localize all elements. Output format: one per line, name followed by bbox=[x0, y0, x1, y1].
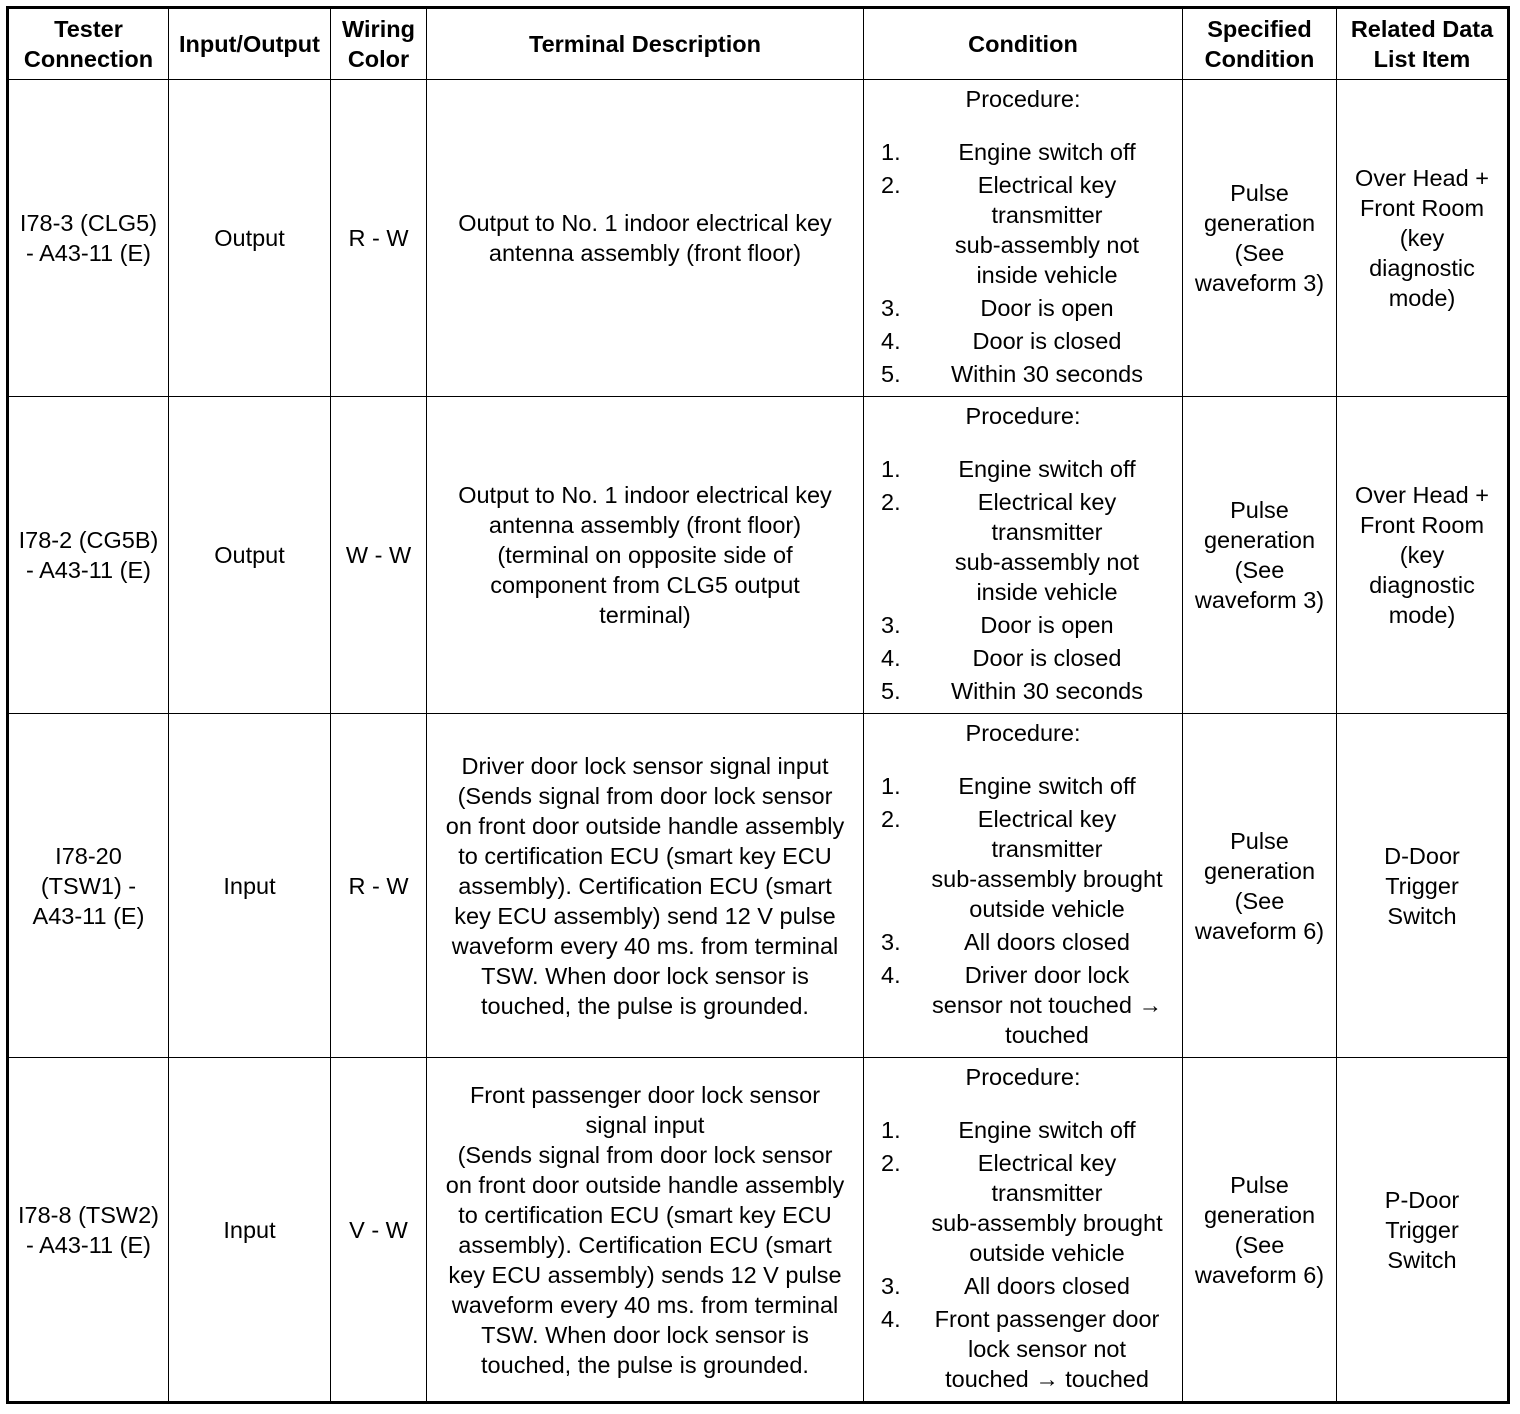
text-line: key ECU assembly) sends 12 V pulse bbox=[448, 1261, 842, 1288]
text-line: generation bbox=[1203, 210, 1316, 236]
step-text: transmitter bbox=[991, 836, 1103, 862]
text-line: waveform 6) bbox=[1194, 917, 1325, 944]
procedure-step bbox=[868, 170, 1178, 290]
terminal-spec-table bbox=[6, 6, 1510, 1404]
text-line: antenna assembly (front floor) bbox=[488, 512, 802, 538]
text-line: (See bbox=[1234, 240, 1285, 266]
header-related-data: Related Data List Item bbox=[1337, 8, 1509, 80]
step-text: sensor not touched → bbox=[932, 992, 1162, 1018]
text-line: assembly). Certification ECU (smart bbox=[458, 1231, 832, 1258]
text-line: Pulse bbox=[1230, 180, 1289, 206]
text-line: generation bbox=[1203, 1201, 1316, 1228]
step-text: Front passenger door bbox=[934, 1306, 1160, 1332]
procedure-step bbox=[868, 676, 1178, 706]
step-text: touched bbox=[1005, 1022, 1089, 1048]
text-line: I78-20 bbox=[55, 842, 122, 869]
step-text: Engine switch off bbox=[958, 1117, 1136, 1143]
text-line: Front passenger door lock sensor bbox=[469, 1081, 821, 1108]
procedure-step bbox=[868, 1304, 1178, 1394]
step-text: outside vehicle bbox=[969, 1240, 1125, 1266]
step-number: 3. bbox=[881, 295, 901, 321]
step-number: 4. bbox=[881, 1306, 901, 1332]
text-line: on front door outside handle assembly bbox=[445, 1171, 845, 1198]
text-line: A43-11 (E) bbox=[32, 902, 145, 929]
tester-connection-cell bbox=[8, 80, 169, 397]
text-line: (Sends signal from door lock sensor bbox=[457, 1141, 833, 1168]
text-line: waveform 6) bbox=[1194, 1261, 1325, 1288]
procedure-label: Procedure: bbox=[965, 403, 1081, 429]
text-line: (TSW1) - bbox=[40, 872, 137, 899]
text-line: (key bbox=[1399, 542, 1445, 568]
table-row bbox=[8, 1058, 1509, 1403]
text-line: waveform every 40 ms. from terminal bbox=[451, 932, 839, 959]
text-line: on front door outside handle assembly bbox=[445, 812, 845, 839]
related-data-cell bbox=[1337, 397, 1509, 714]
terminal-description-cell bbox=[427, 80, 864, 397]
table-body bbox=[8, 80, 1509, 1403]
step-number: 1. bbox=[881, 1117, 901, 1143]
text-line: (terminal on opposite side of bbox=[497, 542, 793, 568]
text-line: Front Room bbox=[1359, 512, 1485, 538]
tester-connection-cell bbox=[8, 714, 169, 1058]
text-line: (See bbox=[1234, 887, 1285, 914]
text-line: I78-2 (CG5B) bbox=[18, 527, 159, 553]
step-text: transmitter bbox=[991, 1180, 1103, 1206]
procedure-step bbox=[868, 293, 1178, 323]
procedure-label: Procedure: bbox=[965, 720, 1081, 746]
procedure-step bbox=[868, 454, 1178, 484]
procedure-steps bbox=[868, 137, 1178, 389]
step-number: 1. bbox=[881, 139, 901, 165]
wiring-color-cell: W - W bbox=[331, 397, 427, 714]
step-text: transmitter bbox=[991, 202, 1103, 228]
input-output-cell: Input bbox=[169, 714, 331, 1058]
text-line: (Sends signal from door lock sensor bbox=[457, 782, 833, 809]
header-terminal-description: Terminal Description bbox=[427, 8, 864, 80]
step-text: Door is closed bbox=[972, 645, 1122, 671]
step-text: inside vehicle bbox=[976, 262, 1118, 288]
tester-connection-cell bbox=[8, 397, 169, 714]
header-wiring-color: Wiring Color bbox=[331, 8, 427, 80]
step-number: 4. bbox=[881, 962, 901, 988]
header-specified-condition: Specified Condition bbox=[1183, 8, 1337, 80]
specified-condition-cell bbox=[1183, 80, 1337, 397]
step-text: Door is closed bbox=[972, 328, 1122, 354]
step-text: Within 30 seconds bbox=[950, 678, 1144, 704]
condition-cell bbox=[864, 397, 1183, 714]
text-line: TSW. When door lock sensor is bbox=[481, 1321, 809, 1348]
text-line: Pulse bbox=[1230, 497, 1289, 523]
header-row bbox=[8, 8, 1509, 80]
text-line: touched, the pulse is grounded. bbox=[481, 1351, 809, 1378]
step-text: Driver door lock bbox=[964, 962, 1130, 988]
condition-cell bbox=[864, 80, 1183, 397]
terminal-description-cell bbox=[427, 397, 864, 714]
related-data-cell bbox=[1337, 1058, 1509, 1403]
text-line: mode) bbox=[1388, 285, 1456, 311]
header-input-output: Input/Output bbox=[169, 8, 331, 80]
text-line: mode) bbox=[1388, 602, 1456, 628]
step-text: All doors closed bbox=[964, 1273, 1130, 1299]
procedure-steps bbox=[868, 1115, 1178, 1394]
text-line: terminal) bbox=[599, 602, 691, 628]
text-line: TSW. When door lock sensor is bbox=[481, 962, 809, 989]
step-number: 2. bbox=[881, 806, 901, 832]
step-text: lock sensor not bbox=[967, 1336, 1127, 1362]
text-line: Output to No. 1 indoor electrical key bbox=[458, 210, 832, 236]
text-line: (See bbox=[1234, 557, 1285, 583]
text-line: component from CLG5 output bbox=[490, 572, 800, 598]
procedure-step bbox=[868, 804, 1178, 924]
procedure-step bbox=[868, 771, 1178, 801]
step-number: 5. bbox=[881, 678, 901, 704]
text-line: Switch bbox=[1387, 902, 1457, 929]
procedure-label: Procedure: bbox=[965, 86, 1081, 112]
procedure-step bbox=[868, 1148, 1178, 1268]
step-text: Engine switch off bbox=[958, 773, 1136, 799]
text-line: - A43-11 (E) bbox=[26, 1231, 151, 1258]
text-line: - A43-11 (E) bbox=[26, 557, 151, 583]
step-number: 1. bbox=[881, 456, 901, 482]
step-number: 3. bbox=[881, 929, 901, 955]
header-tester-connection: Tester Connection bbox=[8, 8, 169, 80]
step-number: 2. bbox=[881, 1150, 901, 1176]
step-text: outside vehicle bbox=[969, 896, 1125, 922]
wiring-color-cell: R - W bbox=[331, 80, 427, 397]
step-number: 2. bbox=[881, 489, 901, 515]
step-number: 3. bbox=[881, 1273, 901, 1299]
header-condition: Condition bbox=[864, 8, 1183, 80]
related-data-cell bbox=[1337, 714, 1509, 1058]
specified-condition-cell bbox=[1183, 714, 1337, 1058]
text-line: diagnostic bbox=[1369, 255, 1475, 281]
step-number: 1. bbox=[881, 773, 901, 799]
text-line: generation bbox=[1203, 857, 1316, 884]
step-text: touched → touched bbox=[945, 1366, 1149, 1392]
procedure-step bbox=[868, 359, 1178, 389]
step-text: inside vehicle bbox=[976, 579, 1118, 605]
condition-cell bbox=[864, 714, 1183, 1058]
step-text: Electrical key bbox=[977, 1150, 1117, 1176]
step-text: sub-assembly not bbox=[954, 232, 1140, 258]
procedure-step bbox=[868, 643, 1178, 673]
text-line: generation bbox=[1203, 527, 1316, 553]
step-text: Within 30 seconds bbox=[950, 361, 1144, 387]
input-output-cell: Input bbox=[169, 1058, 331, 1403]
related-data-cell bbox=[1337, 80, 1509, 397]
terminal-description-cell bbox=[427, 1058, 864, 1403]
table-row bbox=[8, 714, 1509, 1058]
procedure-step bbox=[868, 326, 1178, 356]
procedure-step bbox=[868, 960, 1178, 1050]
text-line: Driver door lock sensor signal input bbox=[461, 752, 829, 779]
condition-cell bbox=[864, 1058, 1183, 1403]
text-line: I78-3 (CLG5) bbox=[19, 210, 158, 236]
text-line: waveform 3) bbox=[1194, 587, 1325, 613]
text-line: Trigger bbox=[1385, 872, 1459, 899]
text-line: Over Head + bbox=[1355, 165, 1489, 191]
text-line: (See bbox=[1234, 1231, 1285, 1258]
text-line: waveform every 40 ms. from terminal bbox=[451, 1291, 839, 1318]
table-row bbox=[8, 397, 1509, 714]
input-output-cell: Output bbox=[169, 80, 331, 397]
text-line: waveform 3) bbox=[1194, 270, 1325, 296]
text-line: antenna assembly (front floor) bbox=[488, 240, 802, 266]
step-number: 3. bbox=[881, 612, 901, 638]
procedure-step bbox=[868, 927, 1178, 957]
text-line: signal input bbox=[585, 1111, 705, 1138]
tester-connection-cell bbox=[8, 1058, 169, 1403]
procedure-step bbox=[868, 610, 1178, 640]
step-text: Electrical key bbox=[977, 806, 1117, 832]
step-text: All doors closed bbox=[964, 929, 1130, 955]
procedure-step bbox=[868, 487, 1178, 607]
text-line: - A43-11 (E) bbox=[26, 240, 151, 266]
text-line: touched, the pulse is grounded. bbox=[481, 992, 809, 1019]
text-line: Switch bbox=[1387, 1246, 1457, 1273]
procedure-step bbox=[868, 137, 1178, 167]
specified-condition-cell bbox=[1183, 1058, 1337, 1403]
text-line: diagnostic bbox=[1369, 572, 1475, 598]
step-text: Door is open bbox=[980, 295, 1114, 321]
procedure-step bbox=[868, 1271, 1178, 1301]
text-line: (key bbox=[1399, 225, 1445, 251]
text-line: to certification ECU (smart key ECU bbox=[458, 1201, 832, 1228]
text-line: I78-8 (TSW2) bbox=[17, 1201, 160, 1228]
step-text: Electrical key bbox=[977, 172, 1117, 198]
input-output-cell: Output bbox=[169, 397, 331, 714]
procedure-label: Procedure: bbox=[965, 1064, 1081, 1090]
wiring-color-cell: R - W bbox=[331, 714, 427, 1058]
step-number: 4. bbox=[881, 645, 901, 671]
text-line: D-Door bbox=[1384, 842, 1460, 869]
table-row bbox=[8, 80, 1509, 397]
text-line: Front Room bbox=[1359, 195, 1485, 221]
step-text: sub-assembly brought bbox=[931, 1210, 1163, 1236]
step-text: Engine switch off bbox=[958, 456, 1136, 482]
text-line: Output to No. 1 indoor electrical key bbox=[458, 482, 832, 508]
wiring-color-cell: V - W bbox=[331, 1058, 427, 1403]
procedure-steps bbox=[868, 771, 1178, 1050]
text-line: Over Head + bbox=[1355, 482, 1489, 508]
text-line: to certification ECU (smart key ECU bbox=[458, 842, 832, 869]
procedure-steps bbox=[868, 454, 1178, 706]
step-text: Electrical key bbox=[977, 489, 1117, 515]
specified-condition-cell bbox=[1183, 397, 1337, 714]
text-line: Pulse bbox=[1230, 1171, 1289, 1198]
step-text: sub-assembly brought bbox=[931, 866, 1163, 892]
step-text: transmitter bbox=[991, 519, 1103, 545]
procedure-step bbox=[868, 1115, 1178, 1145]
text-line: P-Door bbox=[1384, 1186, 1460, 1213]
step-text: Door is open bbox=[980, 612, 1114, 638]
text-line: Trigger bbox=[1385, 1216, 1459, 1243]
step-number: 2. bbox=[881, 172, 901, 198]
text-line: Pulse bbox=[1230, 827, 1289, 854]
step-text: sub-assembly not bbox=[954, 549, 1140, 575]
step-number: 4. bbox=[881, 328, 901, 354]
text-line: key ECU assembly) send 12 V pulse bbox=[454, 902, 836, 929]
step-text: Engine switch off bbox=[958, 139, 1136, 165]
terminal-description-cell bbox=[427, 714, 864, 1058]
step-number: 5. bbox=[881, 361, 901, 387]
text-line: assembly). Certification ECU (smart bbox=[458, 872, 832, 899]
